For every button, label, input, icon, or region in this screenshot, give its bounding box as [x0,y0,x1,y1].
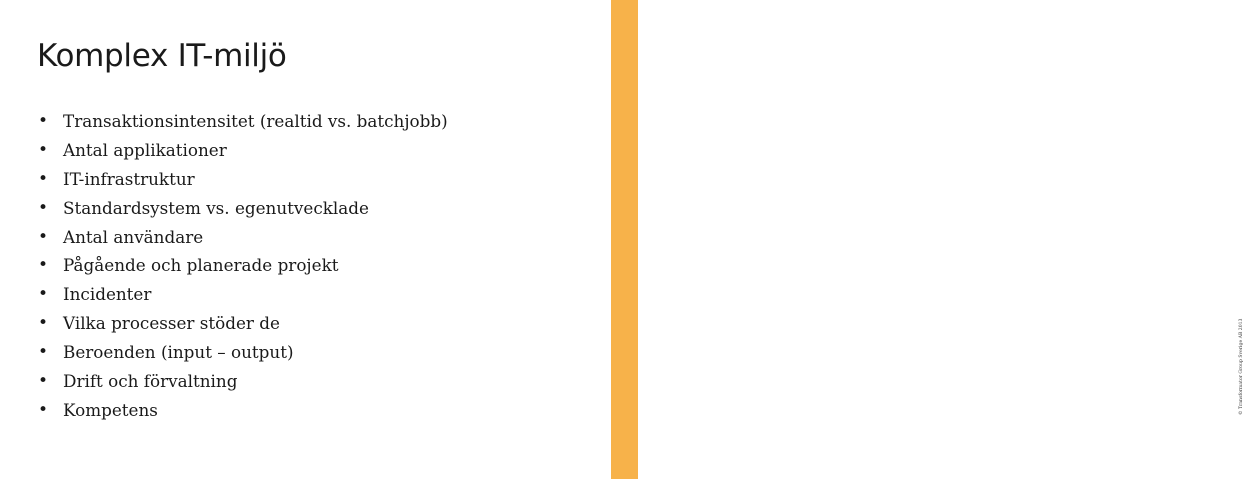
bullet-text: IT-infrastruktur [63,168,195,189]
bullet-text: Transaktionsintensitet (realtid vs. batchjobb) [63,111,448,131]
bullet-icon: • [38,197,49,218]
bullet-icon: • [38,342,49,363]
bullet-icon: • [38,139,49,160]
bullet-icon: • [38,284,49,305]
bullet-text: Pågående och planerade projekt [63,255,339,276]
bullet-icon: • [38,255,49,276]
bullet-icon: • [38,399,49,420]
bullet-icon: • [38,111,49,131]
bullet-text: Vilka processer stöder de [63,313,280,334]
bullet-text: Drift och förvaltning [63,371,238,392]
bullet-icon: • [38,168,49,189]
bullet-text: Antal applikationer [63,139,227,160]
bullet-text: Standardsystem vs. egenutvecklade [63,197,369,218]
bullet-text: Incidenter [63,284,152,305]
bullet-icon: • [38,226,49,247]
bullet-text: Beroenden (input – output) [63,342,294,363]
slide-title: Komplex IT-miljö [37,38,287,74]
bullet-icon: • [38,313,49,334]
bullet-icon: • [38,371,49,392]
copyright-notice: © Transformator Group Sverige AB 2013 [1239,318,1244,415]
bullet-text: Kompetens [63,399,158,420]
bullet-text: Antal användare [63,226,204,247]
accent-sidebar [611,0,1244,479]
